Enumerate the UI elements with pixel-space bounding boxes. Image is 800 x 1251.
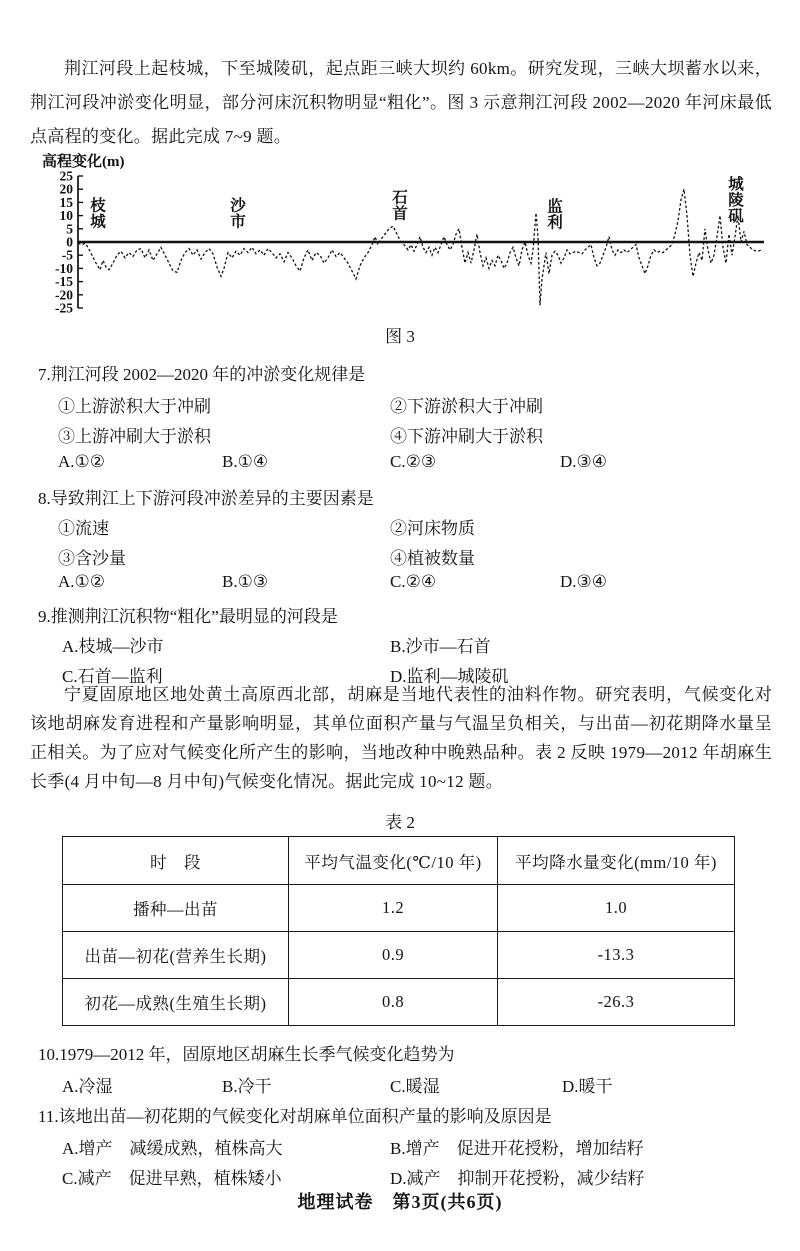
climate-change-table bbox=[62, 836, 735, 1026]
svg-text:-5: -5 bbox=[61, 247, 73, 263]
q11-choice-D: D.减产 抑制开花授粉，减少结籽 bbox=[390, 1169, 645, 1188]
cell-period: 出苗—初花(营养生长期) bbox=[63, 932, 289, 979]
q7-choice-D: D.③④ bbox=[560, 452, 608, 471]
svg-text:枝: 枝 bbox=[90, 197, 106, 215]
q10-choices-row bbox=[0, 1072, 800, 1098]
page-footer: 地理试卷 第3页(共6页) bbox=[297, 1192, 503, 1212]
q10-stem-text: 10.1979—2012 年，固原地区胡麻生长季气候变化趋势为 bbox=[38, 1045, 455, 1064]
cell-temp: 0.8 bbox=[289, 979, 498, 1026]
q11-choices-row-1 bbox=[0, 1134, 800, 1160]
q11-choice-C: C.减产 促进早熟，植株矮小 bbox=[62, 1169, 282, 1188]
q8-sub-option-1: ①流速 bbox=[58, 519, 109, 538]
cell-precip: -13.3 bbox=[498, 932, 735, 979]
svg-text:-20: -20 bbox=[55, 287, 73, 303]
svg-text:矶: 矶 bbox=[728, 208, 744, 226]
q7-sub-options-row-2 bbox=[0, 422, 800, 448]
q8-sub-option-3: ③含沙量 bbox=[58, 549, 126, 568]
cell-precip: -26.3 bbox=[498, 979, 735, 1026]
q9-stem-text: 9.推测荆江沉积物“粗化”最明显的河段是 bbox=[38, 607, 338, 626]
q7-sub-option-3: ③上游冲刷大于淤积 bbox=[58, 427, 211, 446]
question-11-stem bbox=[0, 1102, 800, 1128]
q9-choice-A: A.枝城—沙市 bbox=[62, 637, 164, 656]
q8-sub-options-row-1 bbox=[0, 514, 800, 540]
svg-text:-25: -25 bbox=[55, 300, 73, 316]
table-row bbox=[63, 932, 735, 979]
svg-text:20: 20 bbox=[59, 181, 73, 197]
svg-text:10: 10 bbox=[59, 208, 73, 224]
svg-text:首: 首 bbox=[392, 205, 408, 223]
col-header-period: 时 段 bbox=[63, 837, 289, 885]
table-row bbox=[63, 979, 735, 1026]
question-9-stem bbox=[0, 602, 800, 628]
cell-temp: 1.2 bbox=[289, 885, 498, 932]
svg-text:高程变化(m): 高程变化(m) bbox=[42, 154, 125, 170]
q8-choice-D: D.③④ bbox=[560, 572, 608, 591]
svg-text:城: 城 bbox=[90, 213, 106, 231]
q7-choice-C: C.②③ bbox=[390, 452, 437, 471]
table-caption: 表 2 bbox=[385, 813, 415, 832]
q8-sub-options-row-2 bbox=[0, 544, 800, 570]
q9-choice-B: B.沙市—石首 bbox=[390, 637, 491, 656]
q7-sub-option-1: ①上游淤积大于冲刷 bbox=[58, 397, 211, 416]
passage-guyuan: 宁夏固原地区地处黄土高原西北部，胡麻是当地代表性的油料作物。研究表明，气候变化对该地胡麻发育进程和产量影响明显，其单位面积产量与气温呈负相关，与出苗—初花期降水量呈正相关。为了应对气候变化所产生的影响，当地改种中晚熟品种。表 2 反映 1979—2012 年胡麻生长季(4 月中旬—8 月中旬)气候变化情况。据此完成 10~12 题。 bbox=[30, 685, 772, 791]
cell-period: 初花—成熟(生殖生长期) bbox=[63, 979, 289, 1026]
q7-sub-option-2: ②下游淤积大于冲刷 bbox=[390, 397, 543, 416]
q10-choice-C: C.暖湿 bbox=[390, 1077, 440, 1096]
question-10-stem bbox=[0, 1040, 800, 1066]
q7-stem-text: 7.荆江河段 2002—2020 年的冲淤变化规律是 bbox=[38, 365, 366, 384]
q8-sub-option-2: ②河床物质 bbox=[390, 519, 475, 538]
col-header-temp-change: 平均气温变化(℃/10 年) bbox=[289, 837, 498, 885]
cell-temp: 0.9 bbox=[289, 932, 498, 979]
svg-text:监: 监 bbox=[547, 198, 563, 216]
svg-text:0: 0 bbox=[66, 234, 73, 250]
q7-sub-options-row-1 bbox=[0, 392, 800, 418]
passage-jingjiang: 荆江河段上起枝城，下至城陵矶，起点距三峡大坝约 60km。研究发现，三峡大坝蓄水以来，荆江河段冲淤变化明显，部分河床沉积物明显“粗化”。图 3 示意荆江河段 2002—2020 年河床最低点高程的变化。据此完成 7~9 题。 bbox=[30, 59, 772, 146]
cell-period: 播种—出苗 bbox=[63, 885, 289, 932]
q7-choice-B: B.①④ bbox=[222, 452, 269, 471]
q8-choice-A: A.①② bbox=[58, 572, 106, 591]
svg-text:25: 25 bbox=[59, 168, 73, 184]
svg-text:石: 石 bbox=[392, 189, 408, 207]
q7-choice-A: A.①② bbox=[58, 452, 106, 471]
q8-sub-option-4: ④植被数量 bbox=[390, 549, 475, 568]
svg-text:市: 市 bbox=[230, 213, 246, 231]
q10-choice-D: D.暖干 bbox=[562, 1077, 613, 1096]
q11-stem-text: 11.该地出苗—初花期的气候变化对胡麻单位面积产量的影响及原因是 bbox=[38, 1107, 552, 1126]
q9-choice-C: C.石首—监利 bbox=[62, 667, 163, 686]
svg-text:-10: -10 bbox=[55, 260, 73, 276]
svg-text:-15: -15 bbox=[55, 274, 73, 290]
table-row bbox=[63, 885, 735, 932]
question-7-stem bbox=[0, 360, 800, 386]
figure-caption: 图 3 bbox=[385, 327, 415, 346]
svg-text:5: 5 bbox=[66, 221, 73, 237]
q8-choice-C: C.②④ bbox=[390, 572, 437, 591]
q11-choice-A: A.增产 减缓成熟，植株高大 bbox=[62, 1139, 283, 1158]
table-header-row bbox=[63, 837, 735, 885]
q7-sub-option-4: ④下游冲刷大于淤积 bbox=[390, 427, 543, 446]
question-8-stem bbox=[0, 484, 800, 510]
svg-text:城: 城 bbox=[728, 176, 744, 194]
elevation-change-chart bbox=[40, 152, 800, 324]
col-header-precip-change: 平均降水量变化(mm/10 年) bbox=[498, 837, 735, 885]
q8-choice-B: B.①③ bbox=[222, 572, 269, 591]
q7-choices-row bbox=[0, 452, 800, 478]
q9-choices-row-1 bbox=[0, 632, 800, 658]
q9-choice-D: D.监利—城陵矶 bbox=[390, 667, 509, 686]
q10-choice-B: B.冷干 bbox=[222, 1077, 272, 1096]
cell-precip: 1.0 bbox=[498, 885, 735, 932]
q11-choices-row-2 bbox=[0, 1164, 800, 1190]
q11-choice-B: B.增产 促进开花授粉，增加结籽 bbox=[390, 1139, 644, 1158]
q8-stem-text: 8.导致荆江上下游河段冲淤差异的主要因素是 bbox=[38, 489, 374, 508]
q10-choice-A: A.冷湿 bbox=[62, 1077, 113, 1096]
svg-text:陵: 陵 bbox=[728, 192, 744, 210]
svg-text:利: 利 bbox=[547, 214, 563, 232]
svg-text:沙: 沙 bbox=[230, 197, 246, 215]
svg-text:15: 15 bbox=[59, 194, 73, 210]
elevation-chart-svg bbox=[40, 152, 800, 324]
q8-choices-row bbox=[0, 572, 800, 598]
